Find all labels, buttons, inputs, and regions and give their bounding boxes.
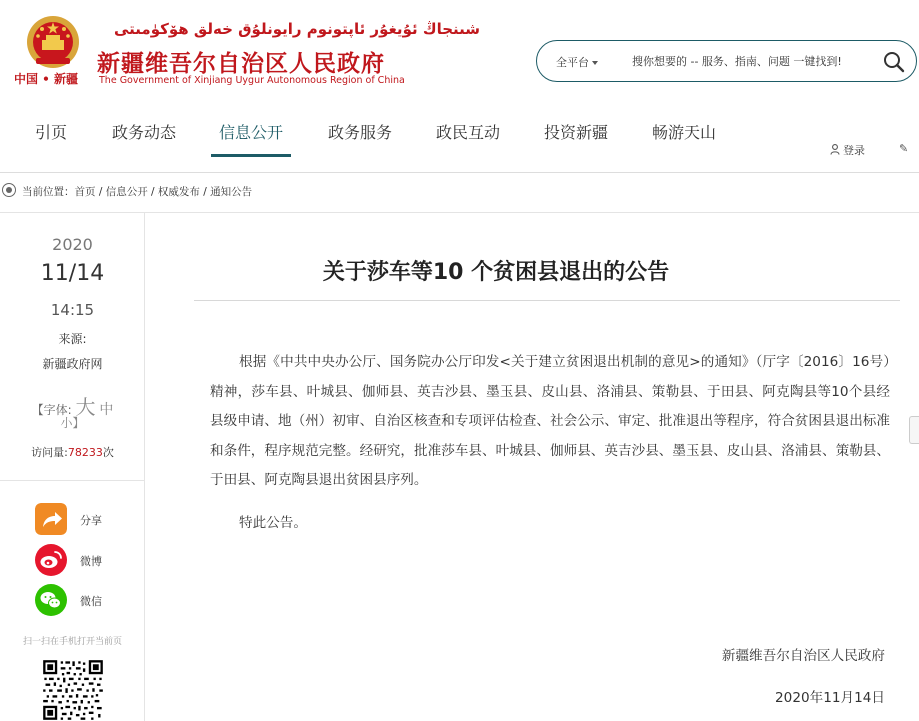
- active-tab-indicator: [211, 154, 291, 157]
- wechat-button[interactable]: [35, 584, 145, 618]
- visits-label: 访问量:: [31, 446, 68, 459]
- wechat-icon: [35, 584, 67, 616]
- font-small-row: [0, 414, 145, 431]
- publish-time: 14:15: [50, 301, 95, 319]
- article-title: 关于莎车等10 个贫困县退出的公告: [322, 260, 670, 285]
- user-icon: [830, 144, 840, 155]
- publish-date: 11/14: [40, 261, 105, 286]
- title-divider: [194, 300, 900, 301]
- nav-item-tourism[interactable]: 畅游天山: [652, 123, 717, 142]
- sidebar-divider: [0, 480, 145, 481]
- nav-item-interaction[interactable]: 政民互动: [436, 123, 501, 142]
- publish-year: 2020: [52, 235, 93, 254]
- font-large-button[interactable]: 大: [75, 395, 96, 419]
- header-divider: [0, 172, 919, 173]
- breadcrumb: [0, 181, 919, 203]
- nav-item-services[interactable]: 政务服务: [328, 123, 393, 142]
- search-box: [536, 40, 917, 82]
- site-title[interactable]: 新疆维吾尔自治区人民政府: [97, 51, 385, 77]
- font-close-bracket: 】: [72, 416, 85, 430]
- site-header: [0, 0, 919, 100]
- article-closing: 特此公告。: [239, 515, 307, 531]
- article-paragraph: 根据《中共中央办公厅、国务院办公厅印发<关于建立贫困退出机制的意见>的通知》（厅字〔2016〕16号）精神，莎车县、叶城县、伽师县、英吉沙县、墨玉县、皮山县、洛浦县、策勒县、于田县、阿克陶县等10个县经县级申请、地（州）初审、自治区核查和专项评估检查、社会公示、审定、批准退出等程序，符合贫困县退出标准和条件，程序规范完整。经研究，批准莎车县、叶城县、伽师县、英吉沙县、墨玉县、皮山县、洛浦县、策勒县、于田县、阿克陶县退出贫困县序列。: [210, 354, 890, 488]
- nav-item-investment[interactable]: 投资新疆: [544, 123, 609, 142]
- nav-item-home[interactable]: 引页: [35, 123, 68, 142]
- search-input[interactable]: 搜你想要的 -- 服务、指南、问题 一键找到!: [632, 55, 842, 68]
- site-title-uyghur: شىنجاڭ ئۇيغۇر ئاپتونوم رايونلۇق خەلق ھۆكۈمىتى: [114, 20, 481, 38]
- weibo-icon: [35, 544, 67, 576]
- breadcrumb-path[interactable]: 首页 / 信息公开 / 权威发布 / 通知公告: [74, 186, 253, 198]
- national-emblem-icon: [22, 14, 84, 70]
- floating-side-tab[interactable]: [909, 416, 919, 444]
- share-button[interactable]: [35, 503, 145, 537]
- weibo-button[interactable]: [35, 544, 145, 578]
- login-link[interactable]: 登录: [830, 142, 865, 158]
- visits-number: 78233: [67, 446, 103, 459]
- source-label: 来源:: [58, 332, 87, 346]
- china-xinjiang-mark: 中国 • 新疆: [14, 72, 79, 86]
- pencil-icon[interactable]: ✎: [899, 142, 909, 155]
- font-small-button[interactable]: 小: [60, 416, 73, 430]
- scan-hint: 扫一扫在手机打开当前页: [22, 637, 122, 647]
- location-icon: [2, 183, 16, 197]
- share-arrow-icon: [35, 503, 67, 535]
- font-medium-button[interactable]: 中: [99, 402, 114, 418]
- chevron-down-icon: [592, 61, 598, 65]
- qr-code-icon[interactable]: [20, 659, 126, 721]
- source-value: 新疆政府网: [42, 357, 103, 371]
- weibo-label: 微博: [80, 555, 102, 568]
- wechat-label: 微信: [80, 595, 102, 608]
- search-icon[interactable]: [883, 51, 905, 73]
- visit-count: [0, 444, 145, 460]
- nav-item-news[interactable]: 政务动态: [112, 123, 177, 142]
- font-label: 【字体:: [31, 403, 72, 417]
- breadcrumb-label: 当前位置：: [22, 186, 75, 198]
- share-label: 分享: [80, 514, 102, 527]
- search-scope-select[interactable]: 全平台: [556, 54, 598, 70]
- site-title-english: The Government of Xinjiang Uygur Autonomous Region of China: [99, 75, 405, 86]
- article-date: 2020年11月14日: [775, 690, 885, 706]
- nav-item-info-disclosure[interactable]: 信息公开: [219, 123, 284, 142]
- article-sidebar: [0, 213, 145, 721]
- main-nav: [0, 108, 919, 158]
- article: [146, 213, 919, 721]
- article-signature: 新疆维吾尔自治区人民政府: [721, 648, 885, 664]
- visits-unit: 次: [102, 446, 114, 459]
